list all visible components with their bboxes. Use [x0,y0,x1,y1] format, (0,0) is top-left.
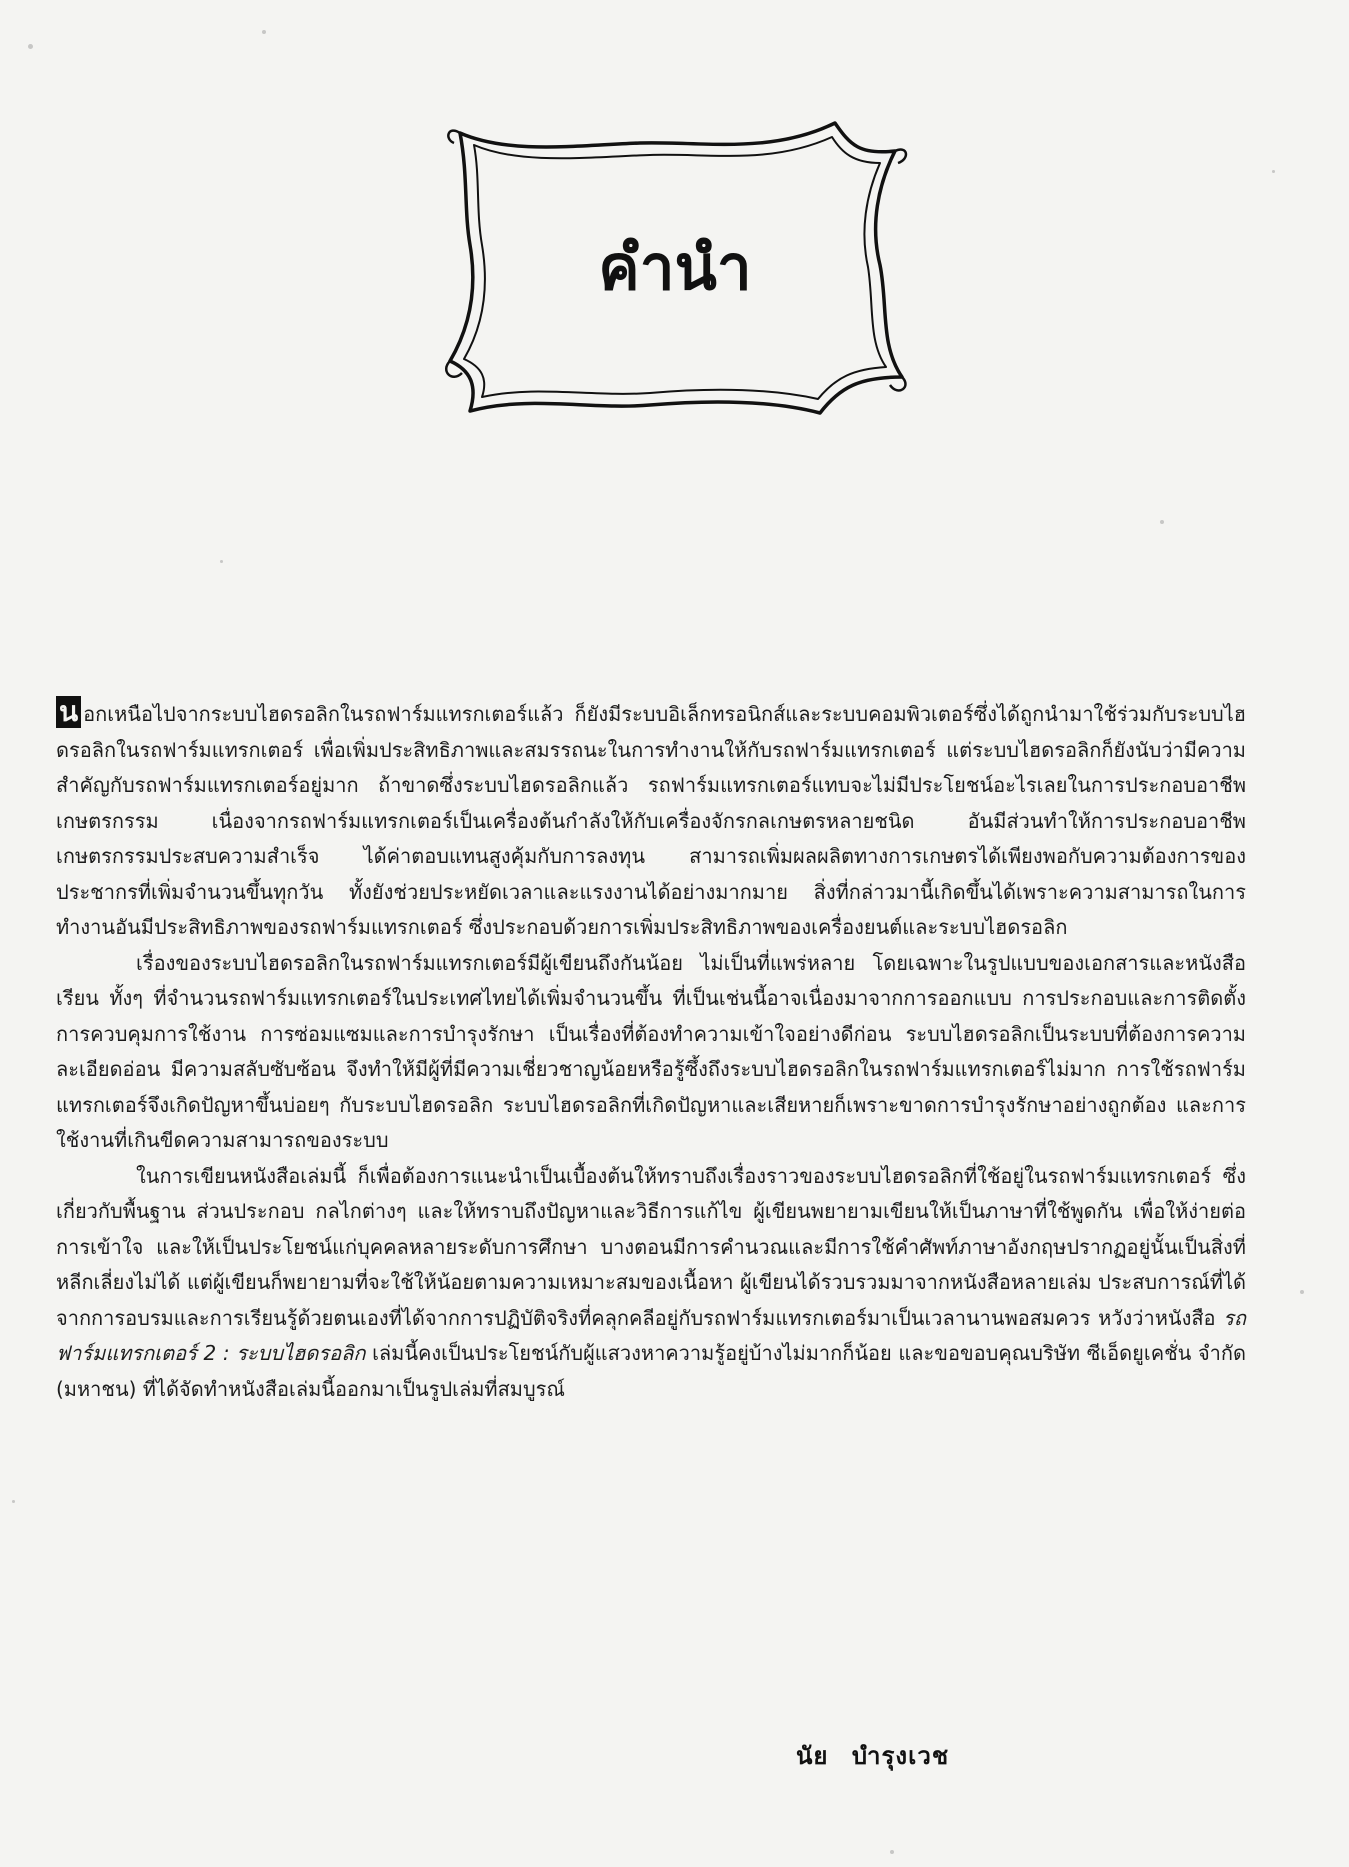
paragraph-1-text: อกเหนือไปจากระบบไฮดรอลิกในรถฟาร์มแทรกเตอร์แล้ว ก็ยังมีระบบอิเล็กทรอนิกส์และระบบคอมพิวเตอร์ซึ่งได้ถูกนำมาใช้ร่วมกับระบบไฮดรอลิกในรถฟาร์มแทรกเตอร์ เพื่อเพิ่มประสิทธิภาพและสมรรถนะในการทำงานให้กับรถฟาร์มแทรกเตอร์ แต่ระบบไฮดรอลิกก็ยังนับว่ามีความสำคัญกับรถฟาร์มแทรกเตอร์อยู่มาก ถ้าขาดซึ่งระบบไฮดรอลิกแล้ว รถฟาร์มแทรกเตอร์แทบจะไม่มีประโยชน์อะไรเลยในการประกอบอาชีพเกษตรกรรม เนื่องจากรถฟาร์มแทรกเตอร์เป็นเครื่องต้นกำลังให้กับเครื่องจักรกลเกษตรหลายชนิด อันมีส่วนทำให้การประกอบอาชีพเกษตรกรรมประสบความสำเร็จ ได้ค่าตอบแทนสูงคุ้มกับการลงทุน สามารถเพิ่มผลผลิตทางการเกษตรได้เพียงพอกับความต้องการของประชากรที่เพิ่มจำนวนขึ้นทุกวัน ทั้งยังช่วยประหยัดเวลาและแรงงานได้อย่างมากมาย สิ่งที่กล่าวมานี้เกิดขึ้นได้เพราะความสามารถในการทำงานอันมีประสิทธิภาพของรถฟาร์มแทรกเตอร์ ซึ่งประกอบด้วยการเพิ่มประสิทธิภาพของเครื่องยนต์และระบบไฮดรอลิก [56,702,1246,939]
scan-speck [220,560,223,563]
scan-speck [1272,170,1275,173]
paragraph-3-text-b: เล่มนี้คงเป็นประโยชน์กับผู้แสวงหาความรู้อยู่บ้างไม่มากก็น้อย และขอขอบคุณบริษัท ซีเอ็ดยูเคชั่น จำกัด (มหาชน) ที่ได้จัดทำหนังสือเล่มนี้ออกมาเป็นรูปเล่มที่สมบูรณ์ [56,1341,1247,1401]
scan-speck [890,1850,894,1854]
scan-speck [12,1500,15,1503]
scan-speck [262,30,266,34]
scan-speck [1300,1290,1304,1294]
drop-cap: น [56,696,81,728]
scan-speck [28,44,33,49]
paragraph-1 [56,696,1246,946]
page-title: คำนำ [598,231,752,304]
paragraph-2: เรื่องของระบบไฮดรอลิกในรถฟาร์มแทรกเตอร์มีผู้เขียนถึงกันน้อย ไม่เป็นที่แพร่หลาย โดยเฉพาะในรูปแบบของเอกสารและหนังสือเรียน ทั้งๆ ที่จำนวนรถฟาร์มแทรกเตอร์ในประเทศไทยได้เพิ่มจำนวนขึ้น ที่เป็นเช่นนี้อาจเนื่องมาจากการออกแบบ การประกอบและการติดตั้ง การควบคุมการใช้งาน การซ่อมแซมและการบำรุงรักษา เป็นเรื่องที่ต้องทำความเข้าใจอย่างดีก่อน ระบบไฮดรอลิกเป็นระบบที่ต้องการความละเอียดอ่อน มีความสลับซับซ้อน จึงทำให้มีผู้ที่มีความเชี่ยวชาญน้อยหรือรู้ซึ้งถึงระบบไฮดรอลิกในรถฟาร์มแทรกเตอร์ไม่มาก การใช้รถฟาร์มแทรกเตอร์จึงเกิดปัญหาขึ้นบ่อยๆ กับระบบไฮดรอลิก ระบบไฮดรอลิกที่เกิดปัญหาและเสียหายก็เพราะขาดการบำรุงรักษาอย่างถูกต้อง และการใช้งานที่เกินขีดความสามารถของระบบ [56,950,1246,1152]
book-title-reference: รถฟาร์มแทรกเตอร์ 2 : ระบบไฮดรอลิก [56,1305,1247,1365]
author-signature: นัย บำรุงเวช [796,1742,950,1770]
preface-body [56,696,1246,1407]
paragraph-3-text-a: ในการเขียนหนังสือเล่มนี้ ก็เพื่อต้องการแนะนำเป็นเบื้องต้นให้ทราบถึงเรื่องราวของระบบไฮดรอลิกที่ใช้อยู่ในรถฟาร์มแทรกเตอร์ ซึ่งเกี่ยวกับพื้นฐาน ส่วนประกอบ กลไกต่างๆ และให้ทราบถึงปัญหาและวิธีการแก้ไข ผู้เขียนพยายามเขียนให้เป็นภาษาที่ใช้พูดกัน เพื่อให้ง่ายต่อการเข้าใจ และให้เป็นประโยชน์แก่บุคคลหลายระดับการศึกษา บางตอนมีการคำนวณและมีการใช้คำศัพท์ภาษาอังกฤษปรากฏอยู่นั้นเป็นสิ่งที่หลีกเลี่ยงไม่ได้ แต่ผู้เขียนก็พยายามที่จะใช้ให้น้อยตามความเหมาะสมของเนื้อหา ผู้เขียนได้รวบรวมมาจากหนังสือหลายเล่ม ประสบการณ์ที่ได้จากการอบรมและการเรียนรู้ด้วยตนเองที่ได้จากการปฏิบัติจริงที่คลุกคลีอยู่กับรถฟาร์มแทรกเตอร์มาเป็นเวลานานพอสมควร หวังว่าหนังสือ [56,1163,1246,1330]
scan-speck [1160,520,1164,524]
paragraph-3 [56,1159,1246,1408]
